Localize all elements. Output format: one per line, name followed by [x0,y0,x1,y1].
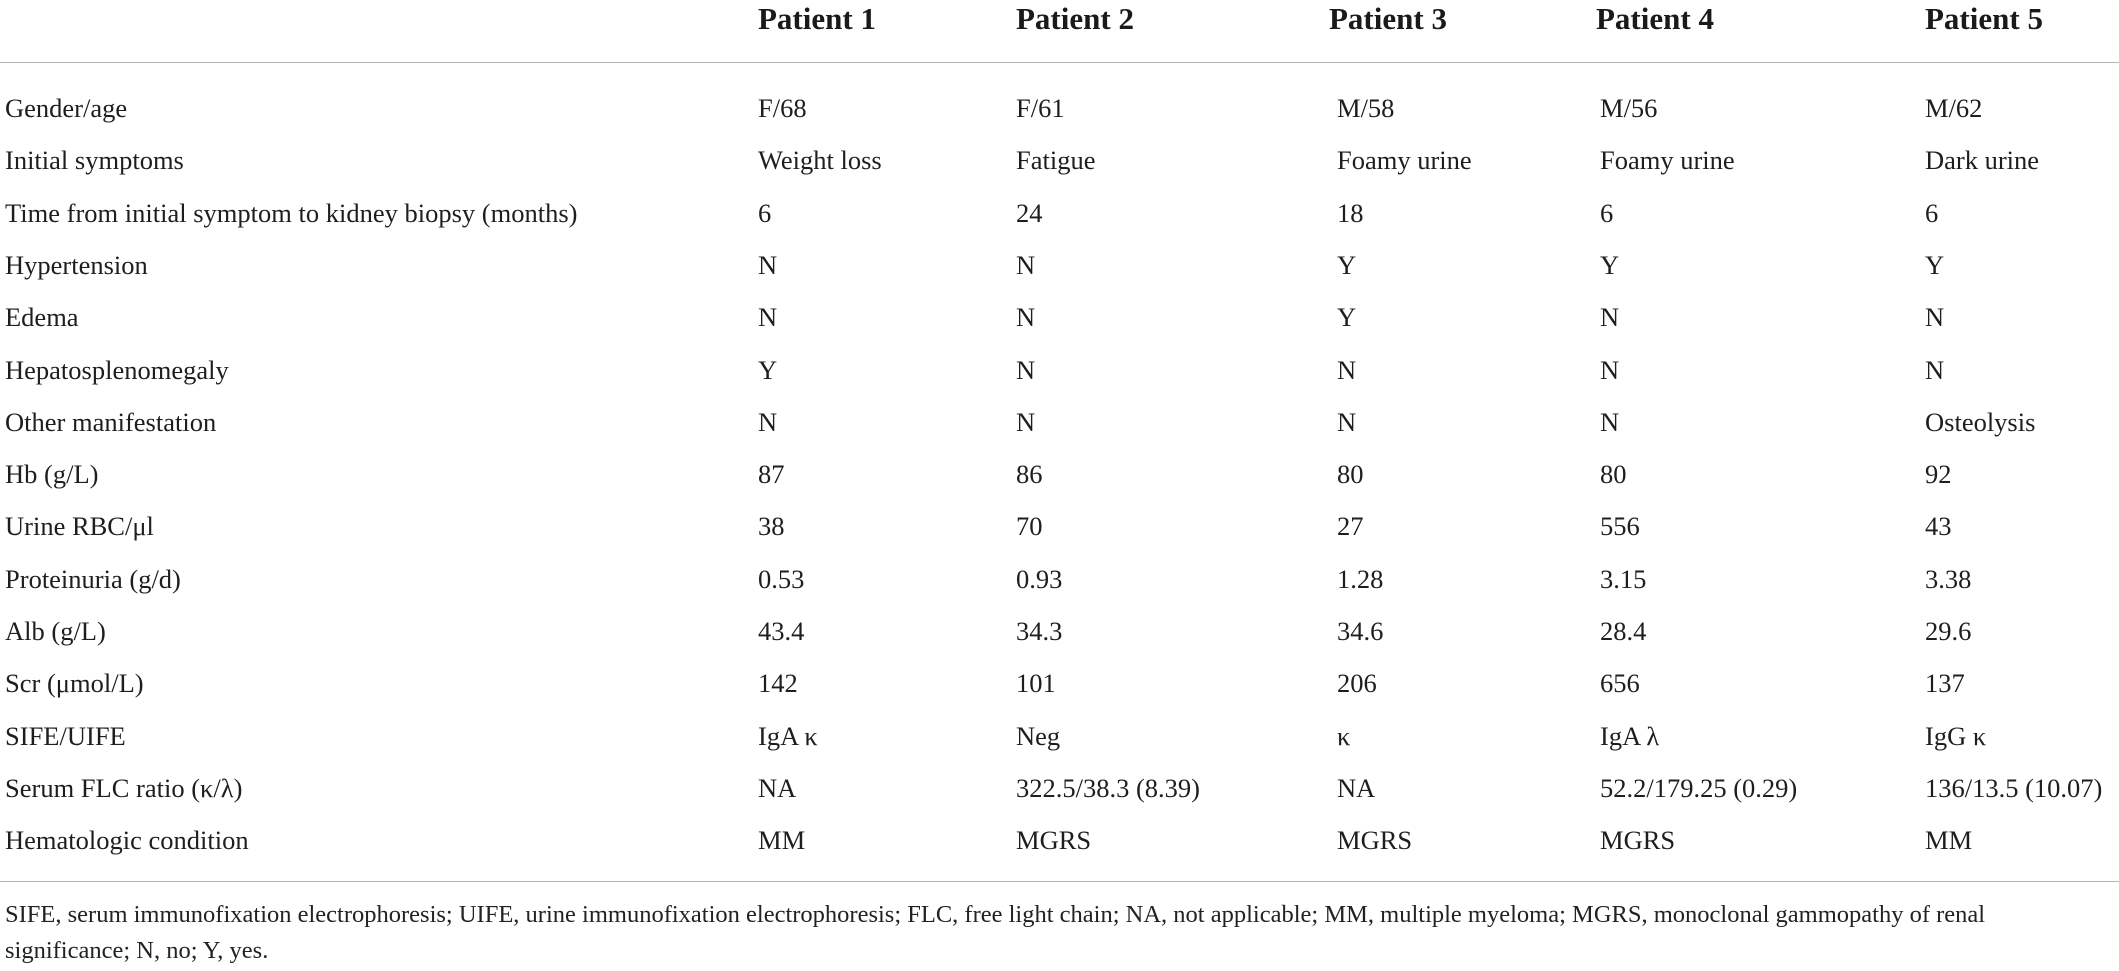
table-cell-patient-1: NA [758,772,797,803]
table-cell-patient-1: 87 [758,459,785,490]
table-footnote: SIFE, serum immunofixation electrophoresis; UIFE, urine immunofixation electrophoresis; FLC, free light chain; NA, not applicable; MM, multiple myeloma; MGRS, monoclonal gammopathy of renal significance; N, no; Y, yes. [5,901,1986,964]
table-cell-patient-3: 206 [1337,668,1377,699]
row-label: Edema [5,302,79,333]
table-row [0,239,2119,291]
row-label: Hematologic condition [5,825,249,856]
table-cell-patient-1: Y [758,354,778,385]
header-patient-2: Patient 2 [1016,1,1134,36]
table-row [0,187,2119,239]
table-cell-patient-5: 92 [1925,459,1952,490]
table-cell-patient-2: 24 [1016,197,1043,228]
table-cell-patient-4: 556 [1600,511,1640,542]
table-row [0,344,2119,396]
table-cell-patient-5: Dark urine [1925,145,2040,176]
row-label: Serum FLC ratio (κ/λ) [5,772,243,803]
table-cell-patient-5: Y [1925,249,1945,280]
table-cell-patient-4: 28.4 [1600,616,1647,646]
table-cell-patient-3: Foamy urine [1337,145,1472,176]
table-cell-patient-1: 6 [758,197,772,228]
table-cell-patient-2: N [1016,354,1036,385]
header-rule [0,62,2119,63]
table-cell-patient-1: 43.4 [758,616,805,646]
row-label: Hepatosplenomegaly [5,354,229,385]
table-cell-patient-3: NA [1337,772,1376,803]
table-cell-patient-5: IgG κ [1925,720,1987,751]
row-label: Urine RBC/μl [5,511,154,542]
table-cell-patient-1: N [758,406,778,437]
table-cell-patient-4: 6 [1600,197,1614,228]
table-cell-patient-4: IgA λ [1600,720,1660,751]
table-cell-patient-5: 6 [1925,197,1939,228]
row-label: Time from initial symptom to kidney biopsy (months) [5,197,578,228]
table-cell-patient-3: 34.6 [1337,616,1384,646]
row-label: Alb (g/L) [5,616,106,646]
table-cell-patient-1: Weight loss [758,145,882,176]
table-cell-patient-4: 656 [1600,668,1640,699]
table-cell-patient-5: MM [1925,825,1973,856]
table-cell-patient-2: 34.3 [1016,616,1063,646]
table-row [0,134,2119,186]
row-label: Initial symptoms [5,145,184,176]
table-cell-patient-1: F/68 [758,93,807,123]
table-cell-patient-4: M/56 [1600,93,1658,123]
table-cell-patient-2: N [1016,302,1036,333]
table-cell-patient-2: Neg [1016,720,1061,751]
row-label: Other manifestation [5,406,217,437]
table-cell-patient-1: 38 [758,511,785,542]
table-cell-patient-5: N [1925,354,1945,385]
table-cell-patient-4: N [1600,302,1620,333]
table-cell-patient-4: Y [1600,249,1620,280]
table-cell-patient-1: N [758,249,778,280]
table-cell-patient-3: 27 [1337,511,1364,542]
table-cell-patient-5: Osteolysis [1925,406,2036,437]
table-cell-patient-4: Foamy urine [1600,145,1735,176]
table-cell-patient-4: 3.15 [1600,563,1647,594]
table-cell-patient-5: 3.38 [1925,563,1972,594]
table-cell-patient-1: 0.53 [758,563,805,594]
table-cell-patient-4: N [1600,406,1620,437]
table-cell-patient-2: Fatigue [1016,145,1096,176]
table-cell-patient-3: 1.28 [1337,563,1384,594]
row-label: Hb (g/L) [5,459,99,490]
table-cell-patient-2: 101 [1016,668,1056,699]
table-row [0,657,2119,709]
table-cell-patient-1: IgA κ [758,720,818,751]
header-patient-1: Patient 1 [758,1,876,36]
table-cell-patient-5: 136/13.5 (10.07) [1925,772,2103,803]
table-cell-patient-5: M/62 [1925,93,1983,123]
table-cell-patient-3: κ [1337,720,1351,751]
table-cell-patient-2: 70 [1016,511,1043,542]
row-label: Gender/age [5,93,128,123]
table-cell-patient-4: MGRS [1600,825,1676,856]
table-row [0,762,2119,814]
row-label: Proteinuria (g/d) [5,563,181,594]
table-cell-patient-2: 86 [1016,459,1043,490]
table-cell-patient-5: 43 [1925,511,1952,542]
table-cell-patient-2: F/61 [1016,93,1065,123]
table-cell-patient-1: MM [758,825,806,856]
table-row [0,814,2119,866]
bottom-rule [0,881,2119,882]
header-patient-4: Patient 4 [1596,1,1714,36]
table-row [0,605,2119,657]
table-row [0,396,2119,448]
row-label: Hypertension [5,249,148,280]
table-cell-patient-1: N [758,302,778,333]
table-cell-patient-2: N [1016,406,1036,437]
table-cell-patient-2: N [1016,249,1036,280]
table-cell-patient-3: N [1337,406,1357,437]
table-cell-patient-3: 18 [1337,197,1364,228]
row-label: SIFE/UIFE [5,720,126,751]
header-patient-5: Patient 5 [1925,1,2043,36]
table-row [0,82,2119,134]
table-cell-patient-5: 137 [1925,668,1965,699]
table-cell-patient-5: 29.6 [1925,616,1972,646]
header-patient-3: Patient 3 [1329,1,1447,36]
table-row [0,500,2119,552]
table-cell-patient-2: 0.93 [1016,563,1063,594]
table-row [0,553,2119,605]
row-label: Scr (μmol/L) [5,668,144,699]
table-row [0,291,2119,343]
table-cell-patient-3: N [1337,354,1357,385]
table-row [0,710,2119,762]
table-cell-patient-3: M/58 [1337,93,1395,123]
table-cell-patient-3: Y [1337,249,1357,280]
table-cell-patient-2: 322.5/38.3 (8.39) [1016,772,1201,803]
table-row [0,448,2119,500]
table-cell-patient-3: 80 [1337,459,1364,490]
table-header [0,0,2119,62]
table-cell-patient-2: MGRS [1016,825,1092,856]
table-cell-patient-1: 142 [758,668,798,699]
table-cell-patient-3: MGRS [1337,825,1413,856]
table-cell-patient-4: 52.2/179.25 (0.29) [1600,772,1798,803]
table-cell-patient-5: N [1925,302,1945,333]
table-cell-patient-4: 80 [1600,459,1627,490]
table-cell-patient-3: Y [1337,302,1357,333]
table-cell-patient-4: N [1600,354,1620,385]
